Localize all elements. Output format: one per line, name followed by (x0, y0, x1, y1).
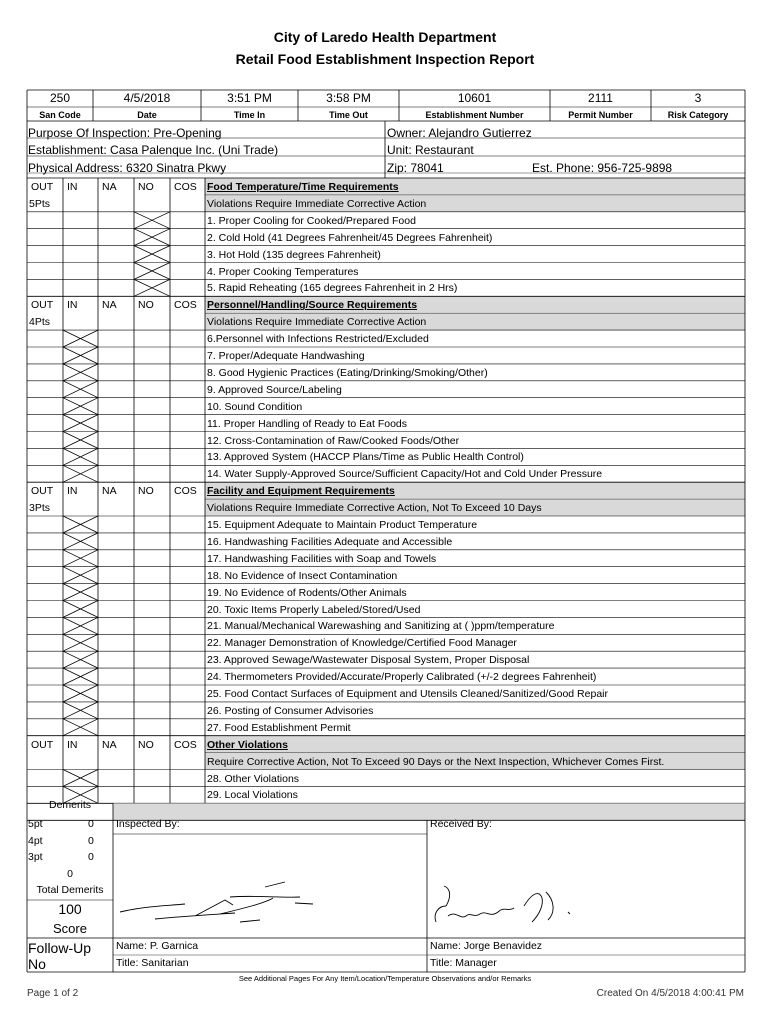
follow-up-value: No (28, 956, 46, 972)
column-header-in: IN (67, 181, 78, 193)
violation-item: 17. Handwashing Facilities with Soap and Towels (207, 552, 437, 565)
received-by-label: Received By: (430, 818, 492, 830)
page-number: Page 1 of 2 (27, 988, 79, 999)
violation-item: 9. Approved Source/Labeling (207, 383, 342, 396)
section-points: 3Pts (29, 502, 51, 515)
additional-pages-note: See Additional Pages For Any Item/Location/Temperature Observations and/or Remarks (238, 974, 532, 983)
column-header-na: NA (102, 738, 117, 751)
violation-item: 7. Proper/Adequate Handwashing (207, 350, 365, 362)
section-heading: Other Violations (207, 738, 288, 751)
column-header-cos: COS (174, 738, 197, 751)
column-header-in: IN (67, 299, 78, 312)
report-org-title: City of Laredo Health Department (273, 29, 497, 45)
column-header-na: NA (102, 485, 117, 498)
establishment-number-value: 10601 (457, 91, 492, 105)
violation-item: 4. Proper Cooking Temperatures (207, 265, 359, 278)
inspector-name: Name: P. Garnica (116, 940, 199, 952)
san-code-value: 250 (49, 91, 71, 105)
created-timestamp: Created On 4/5/2018 4:00:41 PM (596, 988, 744, 999)
permit-number-label: Permit Number (568, 110, 633, 120)
violation-item: 21. Manual/Mechanical Warewashing and Sanitizing at ( )ppm/temperature (207, 620, 555, 633)
violation-item: 29. Local Violations (207, 789, 298, 802)
violation-item: 19. No Evidence of Rodents/Other Animals (207, 586, 407, 599)
column-header-out: OUT (31, 181, 54, 193)
san-code-label: San Code (39, 110, 81, 120)
section-heading: Food Temperature/Time Requirements (207, 181, 399, 193)
receiver-signature (428, 876, 598, 932)
establishment-number-label: Establishment Number (425, 110, 524, 120)
violation-item: 22. Manager Demonstration of Knowledge/Certified Food Manager (207, 637, 517, 650)
violation-item: 26. Posting of Consumer Advisories (207, 704, 374, 717)
column-header-na: NA (102, 299, 117, 312)
score-value: 100 (58, 901, 82, 917)
violation-item: 18. No Evidence of Insect Contamination (207, 569, 398, 582)
section-subheading: Violations Require Immediate Corrective Action (207, 316, 427, 329)
date-label: Date (137, 110, 157, 120)
violation-item: 13. Approved System (HACCP Plans/Time as Public Health Control) (207, 451, 524, 464)
violation-item: 14. Water Supply-Approved Source/Sufficient Capacity/Hot and Cold Under Pressure (207, 468, 603, 481)
violation-item: 24. Thermometers Provided/Accurate/Properly Calibrated (+/-2 degrees Fahrenheit) (207, 671, 597, 684)
demerits-label: Demerits (48, 799, 91, 811)
demerit-5pt-value: 0 (88, 818, 94, 830)
violation-item: 15. Equipment Adequate to Maintain Product Temperature (207, 519, 478, 531)
violation-item: 1. Proper Cooling for Cooked/Prepared Food (207, 214, 416, 227)
physical-address: Physical Address: 6320 Sinatra Pkwy (28, 161, 227, 175)
permit-number-value: 2111 (588, 91, 613, 105)
column-header-no: NO (138, 181, 154, 193)
total-demerits-label: Total Demerits (36, 884, 104, 896)
column-header-cos: COS (174, 299, 197, 312)
time-in-value: 3:51 PM (227, 91, 272, 105)
risk-category-value: 3 (694, 91, 702, 105)
column-header-no: NO (138, 738, 154, 751)
score-label: Score (53, 921, 87, 936)
unit-type: Unit: Restaurant (387, 143, 474, 157)
violation-item: 8. Good Hygienic Practices (Eating/Drinking/Smoking/Other) (207, 366, 488, 379)
violation-item: 5. Rapid Reheating (165 degrees Fahrenheit in 2 Hrs) (207, 282, 458, 295)
section-points: 4Pts (29, 316, 51, 329)
section-subheading: Violations Require Immediate Corrective Action, Not To Exceed 10 Days (207, 502, 542, 515)
column-header-out: OUT (31, 299, 54, 312)
inspector-title: Title: Sanitarian (116, 957, 189, 969)
column-header-out: OUT (31, 738, 54, 751)
column-header-out: OUT (31, 485, 54, 498)
inspected-by-label: Inspected By: (116, 818, 180, 830)
violation-item: 20. Toxic Items Properly Labeled/Stored/Used (207, 603, 421, 616)
column-header-no: NO (138, 299, 154, 312)
violation-item: 23. Approved Sewage/Wastewater Disposal System, Proper Disposal (207, 654, 530, 667)
column-header-in: IN (67, 485, 78, 498)
section-points: 5Pts (29, 197, 51, 210)
column-header-cos: COS (174, 181, 197, 193)
establishment-name: Establishment: Casa Palenque Inc. (Uni Trade) (28, 143, 279, 157)
demerit-4pt-label: 4pt (28, 835, 43, 847)
time-out-value: 3:58 PM (326, 91, 371, 105)
demerit-3pt-value: 0 (88, 851, 94, 863)
demerit-4pt-value: 0 (88, 835, 94, 847)
section-subheading: Require Corrective Action, Not To Exceed 90 Days or the Next Inspection, Whichever Comes First. (207, 755, 665, 768)
violation-item: 16. Handwashing Facilities Adequate and Accessible (207, 535, 453, 548)
violation-item: 2. Cold Hold (41 Degrees Fahrenheit/45 Degrees Fahrenheit) (207, 231, 493, 244)
violation-item: 10. Sound Condition (207, 400, 303, 413)
violation-item: 12. Cross-Contamination of Raw/Cooked Foods/Other (207, 434, 460, 447)
signature-heading-band (113, 803, 745, 820)
column-header-no: NO (138, 485, 154, 498)
total-demerits-value: 0 (67, 868, 73, 880)
receiver-title: Title: Manager (430, 957, 497, 969)
column-header-na: NA (102, 181, 117, 193)
time-out-label: Time Out (329, 110, 368, 120)
zip-code: Zip: 78041 (387, 161, 444, 175)
column-header-in: IN (67, 738, 78, 751)
inspector-signature (115, 870, 330, 930)
date-value: 4/5/2018 (123, 91, 171, 105)
risk-category-label: Risk Category (667, 110, 729, 120)
violation-item: 11. Proper Handling of Ready to Eat Foods (207, 417, 408, 430)
purpose-of-inspection: Purpose Of Inspection: Pre-Opening (28, 126, 222, 140)
violation-item: 27. Food Establishment Permit (207, 721, 351, 734)
demerit-5pt-label: 5pt (28, 818, 43, 830)
owner-name: Owner: Alejandro Gutierrez (387, 126, 532, 140)
section-subheading: Violations Require Immediate Corrective Action (207, 197, 427, 210)
column-header-cos: COS (174, 485, 197, 498)
report-title: Retail Food Establishment Inspection Report (235, 51, 535, 67)
section-heading: Personnel/Handling/Source Requirements (207, 299, 418, 312)
violation-item: 6.Personnel with Infections Restricted/Excluded (207, 333, 429, 346)
receiver-name: Name: Jorge Benavidez (430, 940, 543, 952)
time-in-label: Time In (233, 110, 266, 120)
violation-item: 28. Other Violations (207, 772, 300, 785)
demerit-3pt-label: 3pt (28, 851, 43, 863)
violation-item: 3. Hot Hold (135 degrees Fahrenheit) (207, 248, 381, 261)
section-heading: Facility and Equipment Requirements (207, 485, 395, 498)
establishment-phone: Est. Phone: 956-725-9898 (532, 161, 673, 175)
violation-item: 25. Food Contact Surfaces of Equipment and Utensils Cleaned/Sanitized/Good Repair (207, 688, 608, 700)
follow-up-label: Follow-Up (28, 940, 92, 956)
